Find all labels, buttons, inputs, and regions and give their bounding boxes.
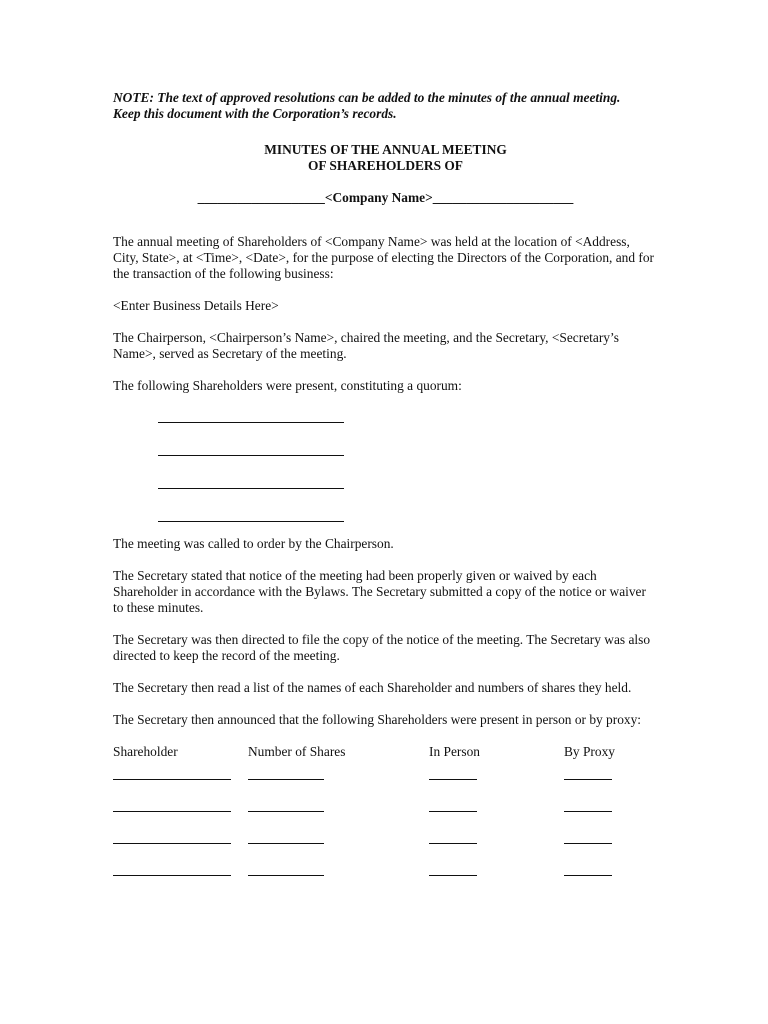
- table-row: [113, 860, 658, 892]
- header-number-of-shares: Number of Shares: [248, 744, 346, 759]
- shareholder-blank[interactable]: [113, 860, 231, 876]
- business-details-paragraph: <Enter Business Details Here>: [113, 298, 279, 313]
- announce-paragraph: The Secretary then announced that the following Shareholders were present in person or by proxy:: [113, 712, 642, 727]
- table-row: [113, 828, 658, 860]
- intro-paragraph: The annual meeting of Shareholders of <Company Name> was held at the location of <Address, City, State>, at <Time>, <Date>, for the purpose of electing the Directors of the Corporation, and for the transaction of the following business:: [113, 234, 655, 281]
- document-page: [113, 90, 658, 892]
- shareholder-blank[interactable]: [113, 796, 231, 812]
- shares-blank[interactable]: [248, 860, 324, 876]
- notice-paragraph: The Secretary stated that notice of the meeting had been properly given or waived by each Shareholder in accordance with the Bylaws. The Secretary submitted a copy of the notice or waiver to these minutes.: [113, 568, 646, 615]
- shares-blank[interactable]: [248, 796, 324, 812]
- company-name-line: ___________________<Company Name>_____________________: [197, 190, 574, 205]
- shareholder-signature-list: [113, 404, 658, 522]
- in-person-blank[interactable]: [429, 764, 477, 780]
- document-title: [113, 142, 658, 174]
- read-list-paragraph: The Secretary then read a list of the names of each Shareholder and numbers of shares they held.: [113, 680, 632, 695]
- quorum-paragraph: The following Shareholders were present, constituting a quorum:: [113, 378, 462, 393]
- note-line-1: NOTE: The text of approved resolutions can be added to the minutes of the annual meeting.: [113, 90, 621, 105]
- table-header-row: [113, 744, 658, 764]
- by-proxy-blank[interactable]: [564, 828, 612, 844]
- note: [113, 90, 658, 122]
- shares-blank[interactable]: [248, 764, 324, 780]
- by-proxy-blank[interactable]: [564, 796, 612, 812]
- chairperson-paragraph: The Chairperson, <Chairperson’s Name>, chaired the meeting, and the Secretary, <Secretary’s Name>, served as Secretary of the meeting.: [113, 330, 619, 361]
- header-by-proxy: By Proxy: [564, 744, 615, 759]
- file-notice-paragraph: The Secretary was then directed to file the copy of the notice of the meeting. The Secretary was also directed to keep the record of the meeting.: [113, 632, 651, 663]
- by-proxy-blank[interactable]: [564, 860, 612, 876]
- shareholder-table: [113, 744, 658, 892]
- shareholder-blank-line[interactable]: [158, 437, 344, 456]
- note-line-2: Keep this document with the Corporation’s records.: [113, 106, 397, 121]
- shares-blank[interactable]: [248, 828, 324, 844]
- shareholder-blank-line[interactable]: [158, 404, 344, 423]
- header-in-person: In Person: [429, 744, 480, 759]
- by-proxy-blank[interactable]: [564, 764, 612, 780]
- shareholder-blank[interactable]: [113, 764, 231, 780]
- in-person-blank[interactable]: [429, 796, 477, 812]
- table-row: [113, 764, 658, 796]
- call-to-order-paragraph: The meeting was called to order by the Chairperson.: [113, 536, 394, 551]
- in-person-blank[interactable]: [429, 860, 477, 876]
- shareholder-blank-line[interactable]: [158, 470, 344, 489]
- header-shareholder: Shareholder: [113, 744, 178, 759]
- table-row: [113, 796, 658, 828]
- shareholder-blank[interactable]: [113, 828, 231, 844]
- shareholder-blank-line[interactable]: [158, 503, 344, 522]
- title-line-1: MINUTES OF THE ANNUAL MEETING: [264, 142, 507, 157]
- title-line-2: OF SHAREHOLDERS OF: [307, 158, 463, 173]
- in-person-blank[interactable]: [429, 828, 477, 844]
